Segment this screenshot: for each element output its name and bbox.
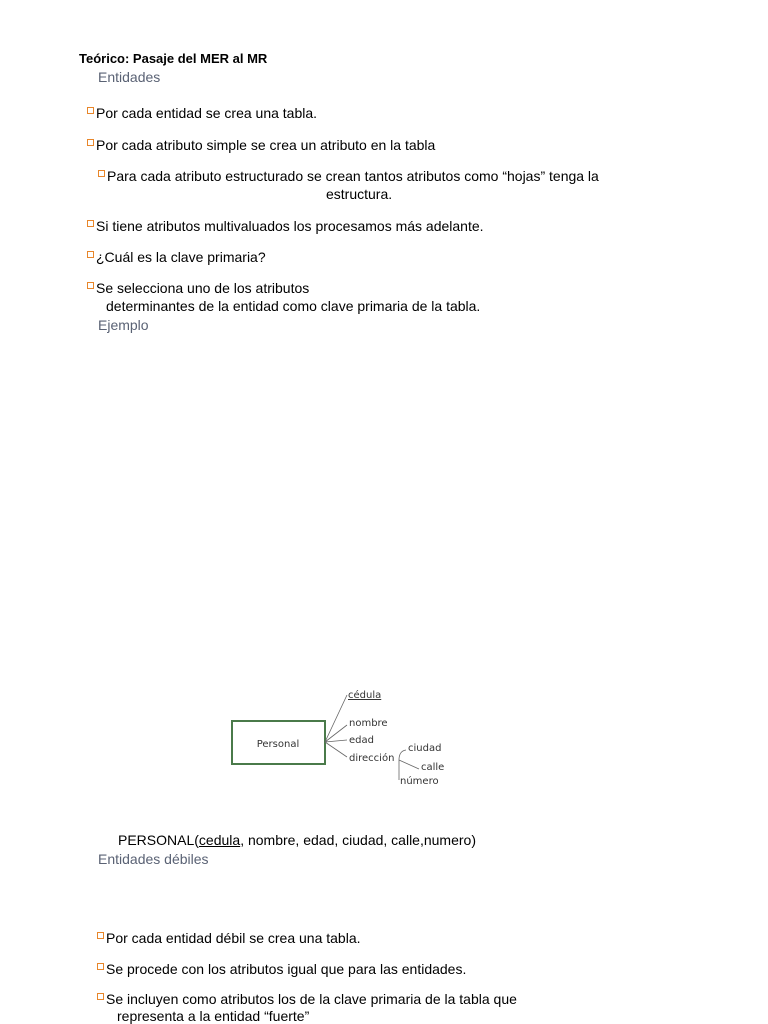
er-diagram-svg bbox=[225, 680, 465, 795]
list-item: Se procede con los atributos igual que para las entidades. bbox=[97, 961, 466, 977]
attribute-direccion: dirección bbox=[349, 753, 395, 764]
list-item-continuation: representa a la entidad “fuerte” bbox=[117, 1008, 310, 1024]
bullet-icon bbox=[87, 139, 94, 146]
relation-schema bbox=[118, 832, 476, 848]
list-item: ¿Cuál es la clave primaria? bbox=[87, 249, 266, 265]
list-item: Se selecciona uno de los atributos bbox=[87, 280, 309, 296]
section-heading-ejemplo: Ejemplo bbox=[98, 317, 149, 333]
bullet-icon bbox=[98, 170, 105, 177]
section-heading-debiles: Entidades débiles bbox=[98, 851, 209, 867]
list-item: Por cada atributo simple se crea un atributo en la tabla bbox=[87, 137, 435, 153]
attribute-nombre: nombre bbox=[349, 718, 388, 729]
subattribute-numero: número bbox=[400, 776, 439, 787]
bullet-icon bbox=[97, 993, 104, 1000]
attribute-connectors bbox=[325, 695, 347, 757]
attribute-edad: edad bbox=[349, 735, 374, 746]
bullet-icon bbox=[87, 251, 94, 258]
relation-attributes: , nombre, edad, ciudad, calle,numero) bbox=[240, 832, 476, 848]
er-diagram bbox=[225, 680, 465, 795]
subattribute-calle: calle bbox=[421, 762, 445, 773]
list-item: Se incluyen como atributos los de la clave primaria de la tabla que bbox=[97, 991, 517, 1007]
list-item: Para cada atributo estructurado se crean tantos atributos como “hojas” tenga la bbox=[98, 168, 599, 184]
bullet-icon bbox=[97, 932, 104, 939]
list-item: Por cada entidad se crea una tabla. bbox=[87, 105, 317, 121]
list-item: Si tiene atributos multivaluados los procesamos más adelante. bbox=[87, 218, 484, 234]
list-item-continuation: estructura. bbox=[326, 186, 393, 202]
bullet-icon bbox=[87, 282, 94, 289]
subattribute-ciudad: ciudad bbox=[408, 743, 442, 754]
section-heading-entidades: Entidades bbox=[98, 69, 161, 85]
list-item: Por cada entidad débil se crea una tabla. bbox=[97, 930, 361, 946]
entity-label: Personal bbox=[256, 739, 300, 750]
bullet-icon bbox=[97, 963, 104, 970]
bullet-icon bbox=[87, 220, 94, 227]
relation-name: PERSONAL( bbox=[118, 832, 199, 848]
page-title: Teórico: Pasaje del MER al MR bbox=[79, 51, 268, 66]
attribute-cedula: cédula bbox=[348, 690, 382, 701]
bullet-icon bbox=[87, 107, 94, 114]
relation-key: cedula bbox=[198, 832, 241, 848]
list-item-continuation: determinantes de la entidad como clave primaria de la tabla. bbox=[106, 298, 481, 314]
